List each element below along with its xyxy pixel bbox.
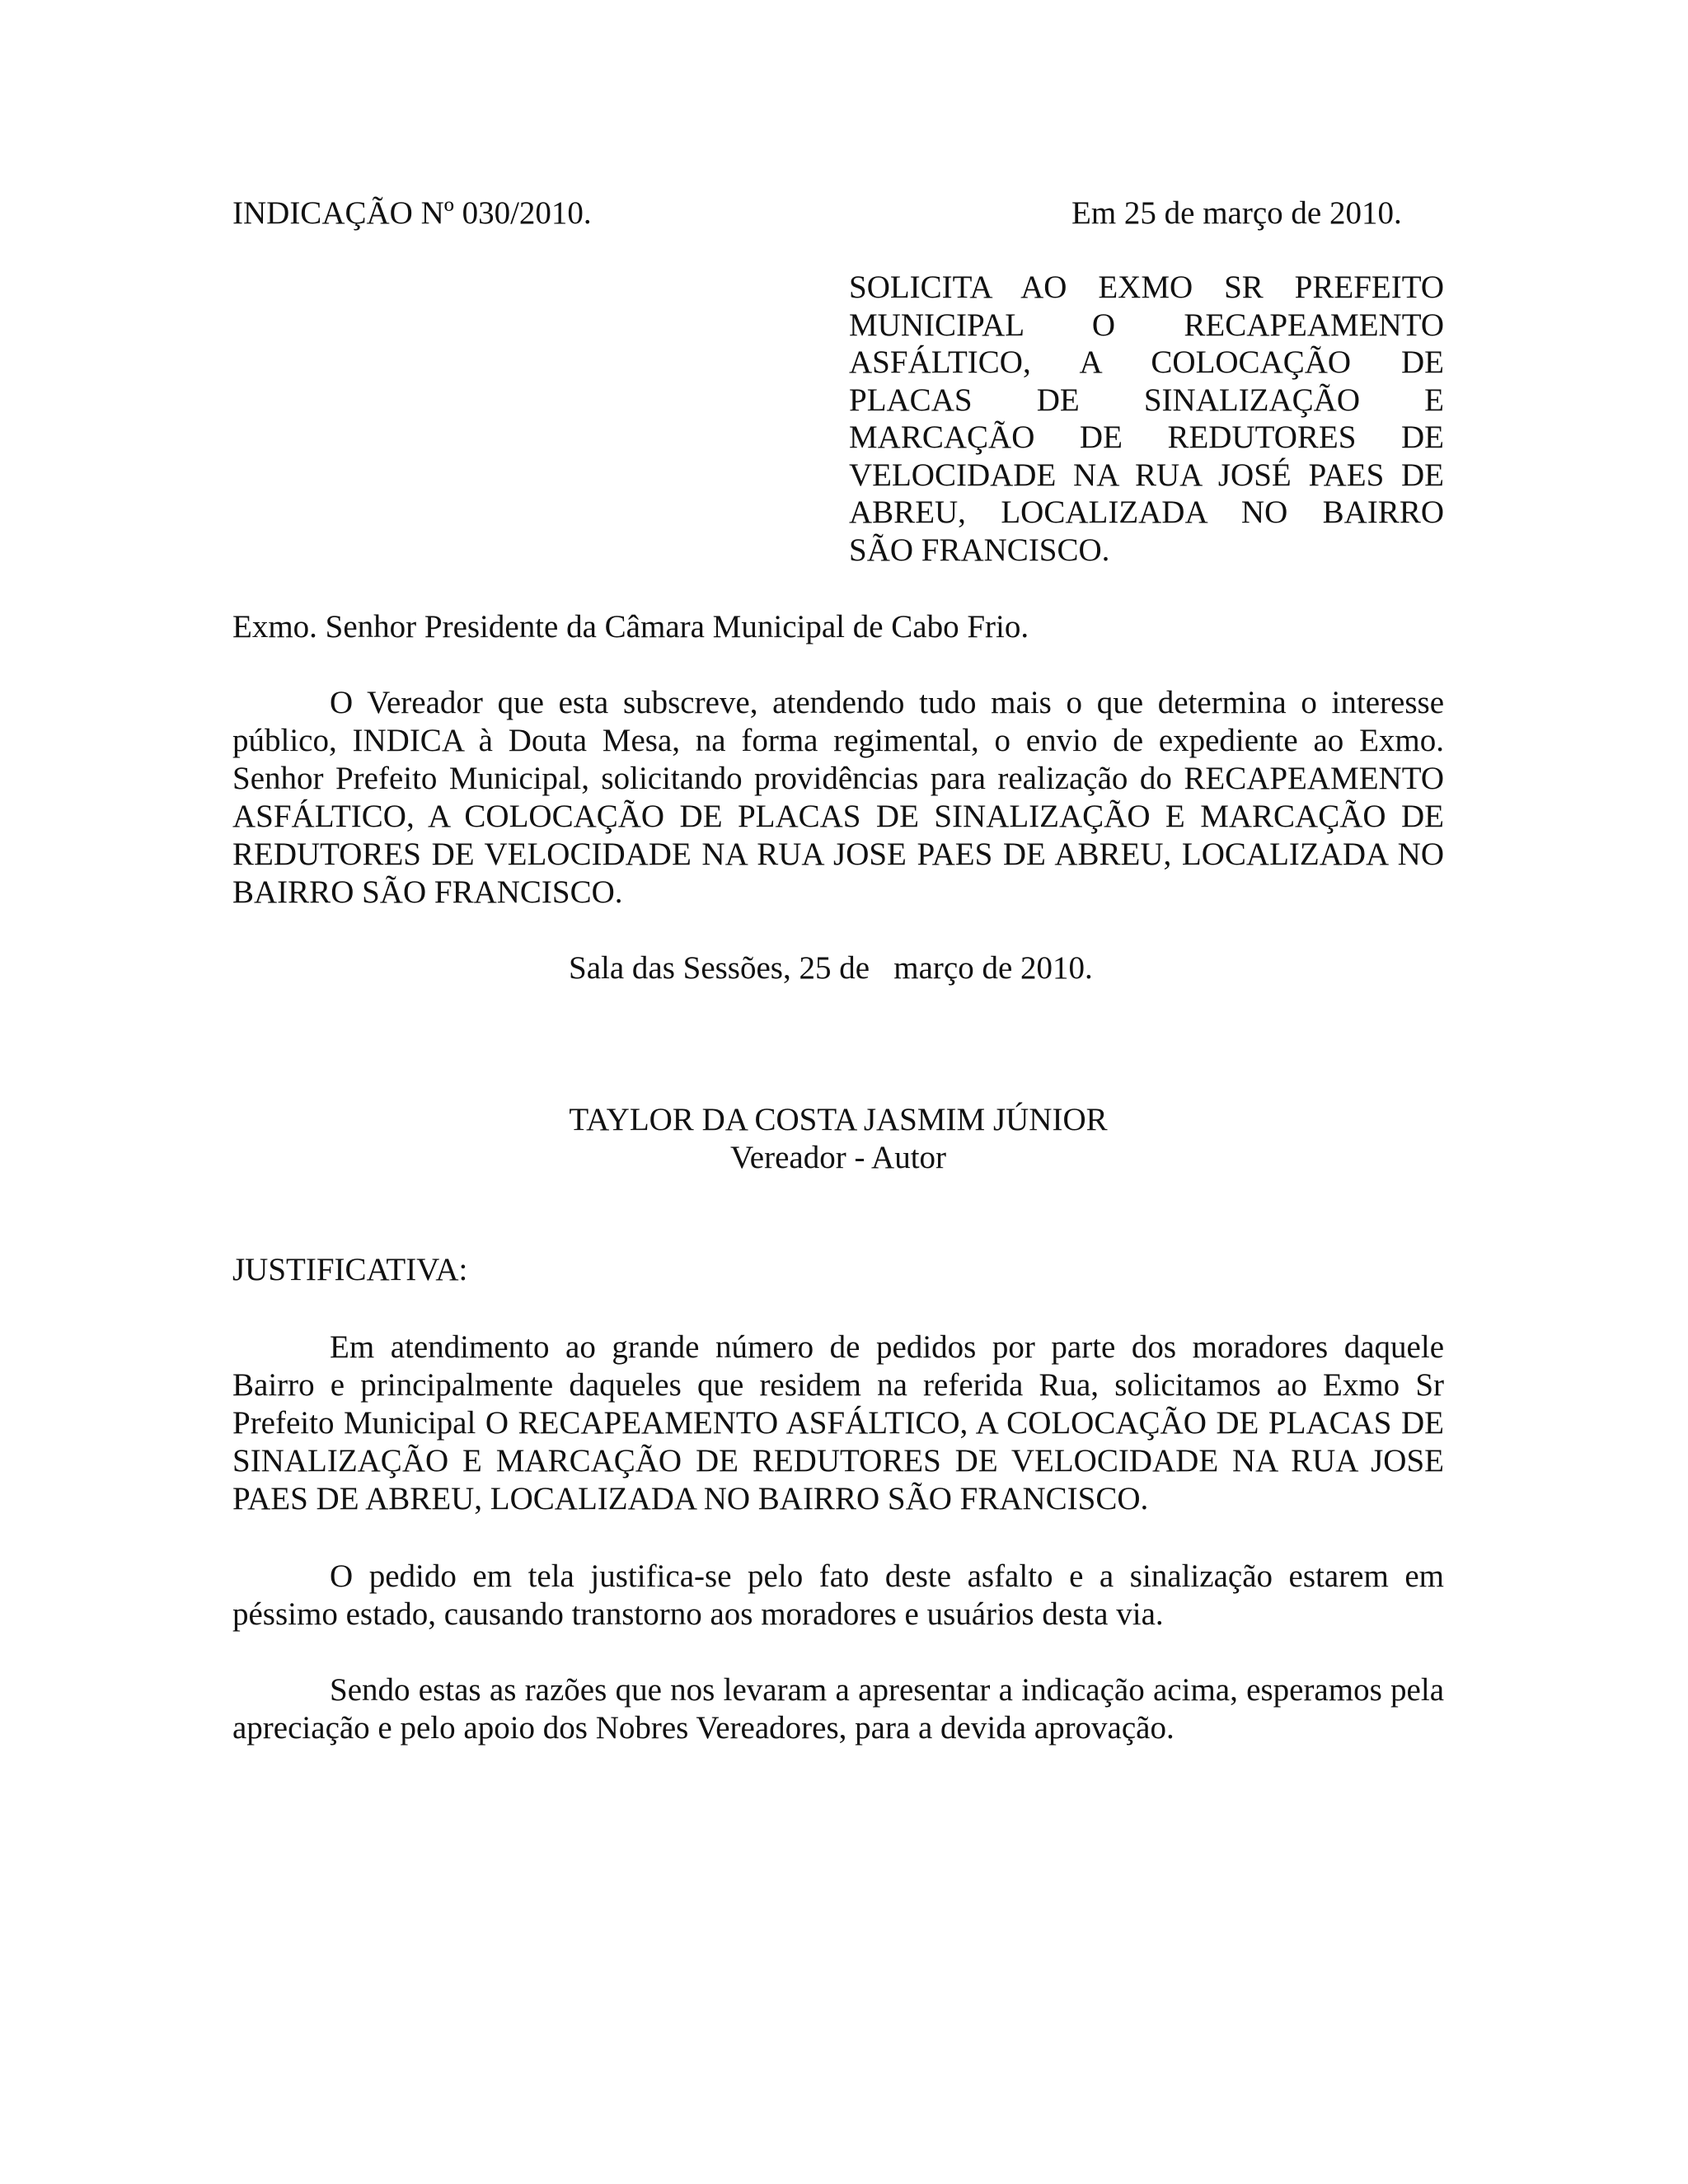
salutation: Exmo. Senhor Presidente da Câmara Municipal de Cabo Frio.	[232, 609, 1029, 644]
signer-name: TAYLOR DA COSTA JASMIM JÚNIOR	[569, 1102, 1108, 1137]
justification-paragraph	[232, 1558, 1444, 1633]
ementa-line: SOLICITA AO EXMO SR PREFEITO	[849, 269, 1444, 305]
ementa-line: PLACAS DE SINALIZAÇÃO E	[849, 382, 1444, 418]
place-date: Sala das Sessões, 25 de março de 2010.	[569, 950, 1093, 986]
ementa-line: ASFÁLTICO, A COLOCAÇÃO DE	[849, 344, 1444, 380]
ementa-line: VELOCIDADE NA RUA JOSÉ PAES DE	[849, 457, 1444, 493]
justification-paragraph-text: Sendo estas as razões que nos levaram a apresentar a indicação acima, esperamos pela apreciação e pelo apoio dos Nobres Vereadores, para a devida aprovação.	[232, 1672, 1444, 1746]
signer-role: Vereador - Autor	[729, 1140, 947, 1175]
ementa-line: MUNICIPAL O RECAPEAMENTO	[849, 307, 1444, 343]
signature-block	[232, 1101, 1444, 1177]
justification-paragraph	[232, 1671, 1444, 1747]
body-paragraph-text: O Vereador que esta subscreve, atendendo tudo mais o que determina o interesse público, INDICA à Douta Mesa, na forma regimental, o envio de expediente ao Exmo. Senhor Prefeito Municipal, solicitando providências para realização do RECAPEAMENTO ASFÁLTICO, A COLOCAÇÃO DE PLACAS DE SINALIZAÇÃO E MARCAÇÃO DE REDUTORES DE VELOCIDADE NA RUA JOSE PAES DE ABREU, LOCALIZADA NO BAIRRO SÃO FRANCISCO.	[232, 685, 1444, 910]
justification-paragraph	[232, 1329, 1444, 1518]
indication-date: Em 25 de março de 2010.	[1071, 195, 1402, 231]
body-paragraph	[232, 684, 1444, 912]
indication-number: INDICAÇÃO Nº 030/2010.	[232, 195, 592, 231]
justification-paragraph-text: Em atendimento ao grande número de pedidos por parte dos moradores daquele Bairro e principalmente daqueles que residem na referida Rua, solicitamos ao Exmo Sr Prefeito Municipal O RECAPEAMENTO ASFÁLTICO, A COLOCAÇÃO DE PLACAS DE SINALIZAÇÃO E MARCAÇÃO DE REDUTORES DE VELOCIDADE NA RUA JOSE PAES DE ABREU, LOCALIZADA NO BAIRRO SÃO FRANCISCO.	[232, 1329, 1444, 1516]
justification-title: JUSTIFICATIVA:	[232, 1252, 468, 1287]
ementa-line: MARCAÇÃO DE REDUTORES DE	[849, 419, 1444, 455]
ementa-line: ABREU, LOCALIZADA NO BAIRRO	[849, 494, 1444, 530]
justification-paragraph-text: O pedido em tela justifica-se pelo fato deste asfalto e a sinalização estarem em péssimo estado, causando transtorno aos moradores e usuários desta via.	[232, 1558, 1444, 1632]
ementa-line: SÃO FRANCISCO.	[849, 532, 1110, 568]
ementa-block	[849, 269, 1444, 569]
